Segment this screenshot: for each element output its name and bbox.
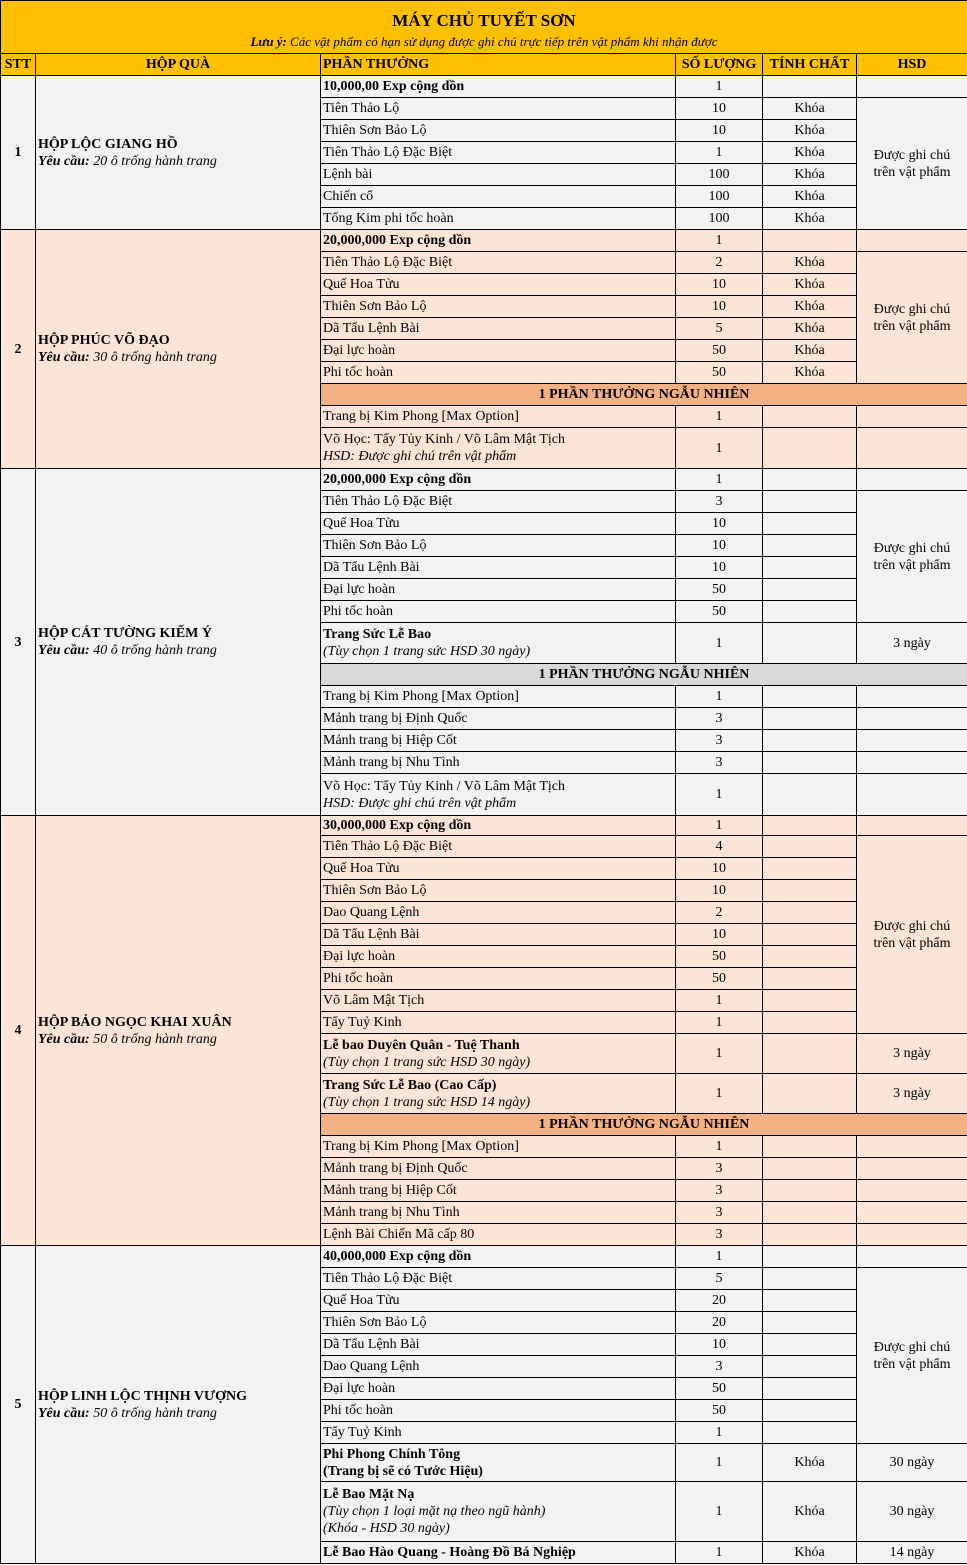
box-requirement: Yêu cầu: 50 ô trống hành trang [38, 1405, 217, 1421]
reward-item: Thiên Sơn Bảo Lộ [321, 296, 676, 318]
box-name: HỘP PHÚC VÕ ĐẠO [38, 333, 170, 348]
reward-hsd [857, 774, 967, 816]
reward-qty: 1 [676, 990, 763, 1012]
reward-qty: 10 [676, 120, 763, 142]
reward-qty: 50 [676, 579, 763, 601]
reward-qty: 1 [676, 1034, 763, 1074]
reward-prop [763, 1180, 857, 1202]
reward-item: Đại lực hoàn [321, 946, 676, 968]
reward-item: Phi tốc hoàn [321, 601, 676, 623]
table-row [1, 1246, 967, 1268]
reward-prop [763, 1422, 857, 1444]
reward-hsd [857, 730, 967, 752]
reward-item: Trang bị Kim Phong [Max Option] [321, 406, 676, 428]
reward-prop [763, 708, 857, 730]
reward-qty: 20 [676, 1312, 763, 1334]
table-row [1, 469, 967, 491]
reward-prop [763, 816, 857, 836]
reward-item: Trang Sức Lễ Bao (Cao Cấp) (Tùy chọn 1 trang sức HSD 14 ngày) [321, 1074, 676, 1114]
reward-qty: 1 [676, 428, 763, 469]
reward-hsd [857, 428, 967, 469]
reward-item: Quế Hoa Tửu [321, 274, 676, 296]
reward-prop [763, 880, 857, 902]
reward-hsd: 30 ngày [857, 1482, 967, 1542]
reward-item: Đại lực hoàn [321, 1378, 676, 1400]
reward-item: Quế Hoa Tửu [321, 858, 676, 880]
reward-item: Tiên Thảo Lộ [321, 98, 676, 120]
reward-qty: 50 [676, 601, 763, 623]
reward-prop [763, 902, 857, 924]
reward-item: Dao Quang Lệnh [321, 1356, 676, 1378]
reward-prop [763, 230, 857, 252]
reward-prop [763, 990, 857, 1012]
reward-qty: 10 [676, 98, 763, 120]
reward-prop [763, 1158, 857, 1180]
reward-qty: 50 [676, 340, 763, 362]
reward-prop [763, 858, 857, 880]
reward-prop: Khóa [763, 120, 857, 142]
reward-prop [763, 428, 857, 469]
reward-prop: Khóa [763, 1542, 857, 1564]
reward-qty: 50 [676, 946, 763, 968]
reward-qty: 1 [676, 1542, 763, 1564]
reward-item: Mảnh trang bị Định Quốc [321, 708, 676, 730]
reward-qty: 10 [676, 557, 763, 579]
reward-item: Tiên Thảo Lộ Đặc Biệt [321, 1268, 676, 1290]
box-stt: 3 [1, 469, 36, 816]
reward-qty: 10 [676, 274, 763, 296]
reward-qty: 1 [676, 1444, 763, 1482]
reward-item: Đại lực hoàn [321, 579, 676, 601]
reward-qty: 10 [676, 296, 763, 318]
reward-hsd [857, 686, 967, 708]
reward-prop [763, 1400, 857, 1422]
reward-item: Mảnh trang bị Hiệp Cốt [321, 1180, 676, 1202]
reward-qty: 1 [676, 230, 763, 252]
reward-item: Lệnh bài [321, 164, 676, 186]
note-text: Các vật phẩm có hạn sử dụng được ghi chú trực tiếp trên vật phẩm khi nhận được [290, 34, 718, 49]
reward-prop: Khóa [763, 164, 857, 186]
reward-qty: 3 [676, 730, 763, 752]
reward-qty: 10 [676, 1334, 763, 1356]
reward-qty: 1 [676, 816, 763, 836]
reward-item: Võ Lâm Mật Tịch [321, 990, 676, 1012]
column-header-row [1, 54, 967, 76]
box-cell [36, 1246, 321, 1564]
reward-qty: 1 [676, 142, 763, 164]
reward-hsd [857, 76, 967, 98]
reward-item: Lễ Bao Mặt Nạ (Tùy chọn 1 loại mặt nạ theo ngũ hành) (Khóa - HSD 30 ngày) [321, 1482, 676, 1542]
reward-item: Tiên Thảo Lộ Đặc Biệt [321, 491, 676, 513]
reward-prop [763, 1290, 857, 1312]
col-prop: TÍNH CHẤT [763, 54, 857, 76]
title-row [1, 1, 967, 54]
reward-prop: Khóa [763, 208, 857, 230]
reward-hsd: 14 ngày [857, 1542, 967, 1564]
reward-qty: 1 [676, 76, 763, 98]
box-stt: 2 [1, 230, 36, 469]
hsd-note: Được ghi chú trên vật phẩm [857, 1268, 967, 1444]
reward-item: Tẩy Tuỷ Kinh [321, 1012, 676, 1034]
reward-prop [763, 1034, 857, 1074]
col-qty: SỐ LƯỢNG [676, 54, 763, 76]
reward-item: Tiên Thảo Lộ Đặc Biệt [321, 836, 676, 858]
reward-item: 30,000,000 Exp cộng dồn [321, 816, 676, 836]
reward-qty: 100 [676, 164, 763, 186]
reward-qty: 1 [676, 774, 763, 816]
box-name: HỘP BẢO NGỌC KHAI XUÂN [38, 1014, 232, 1030]
box-cell [36, 816, 321, 1246]
reward-item: Dã Tẩu Lệnh Bài [321, 557, 676, 579]
random-reward-title: 1 PHẦN THƯỞNG NGẪU NHIÊN [321, 1114, 967, 1136]
reward-item: Tiên Thảo Lộ Đặc Biệt [321, 142, 676, 164]
reward-item: Võ Học: Tẩy Tủy Kinh / Võ Lâm Mật Tịch HSD: Được ghi chú trên vật phẩm [321, 428, 676, 469]
reward-prop [763, 1202, 857, 1224]
hsd-note: Được ghi chú trên vật phẩm [857, 491, 967, 623]
reward-prop: Khóa [763, 1482, 857, 1542]
reward-prop [763, 924, 857, 946]
reward-hsd [857, 1136, 967, 1158]
reward-qty: 10 [676, 858, 763, 880]
reward-item: Phi tốc hoàn [321, 968, 676, 990]
reward-item: Trang bị Kim Phong [Max Option] [321, 686, 676, 708]
reward-qty: 3 [676, 1356, 763, 1378]
reward-qty: 20 [676, 1290, 763, 1312]
reward-item: Dã Tẩu Lệnh Bài [321, 318, 676, 340]
reward-qty: 3 [676, 1158, 763, 1180]
reward-item: Thiên Sơn Bảo Lộ [321, 120, 676, 142]
reward-qty: 1 [676, 1246, 763, 1268]
reward-item: Mảnh trang bị Nhu Tình [321, 752, 676, 774]
box-requirement: Yêu cầu: 50 ô trống hành trang [38, 1031, 217, 1047]
reward-prop [763, 623, 857, 664]
reward-qty: 50 [676, 1400, 763, 1422]
reward-qty: 1 [676, 1074, 763, 1114]
hsd-note: Được ghi chú trên vật phẩm [857, 252, 967, 384]
reward-item: Thiên Sơn Bảo Lộ [321, 880, 676, 902]
reward-item: Quế Hoa Tửu [321, 1290, 676, 1312]
reward-qty: 2 [676, 902, 763, 924]
reward-item: 10,000,00 Exp cộng dồn [321, 76, 676, 98]
reward-prop [763, 1012, 857, 1034]
reward-item: Trang Sức Lễ Bao (Tùy chọn 1 trang sức HSD 30 ngày) [321, 623, 676, 664]
reward-qty: 3 [676, 1224, 763, 1246]
random-reward-title: 1 PHẦN THƯỞNG NGẪU NHIÊN [321, 664, 967, 686]
reward-hsd [857, 816, 967, 836]
box-stt: 1 [1, 76, 36, 230]
reward-hsd [857, 406, 967, 428]
reward-prop: Khóa [763, 274, 857, 296]
reward-prop [763, 1136, 857, 1158]
random-reward-title: 1 PHẦN THƯỞNG NGẪU NHIÊN [321, 384, 967, 406]
reward-prop [763, 1312, 857, 1334]
reward-prop [763, 1246, 857, 1268]
reward-prop: Khóa [763, 318, 857, 340]
reward-prop: Khóa [763, 362, 857, 384]
reward-prop [763, 469, 857, 491]
reward-hsd [857, 1202, 967, 1224]
col-stt: STT [1, 54, 36, 76]
reward-qty: 1 [676, 1422, 763, 1444]
reward-item: Chiến cổ [321, 186, 676, 208]
reward-prop [763, 491, 857, 513]
reward-item: Quế Hoa Tửu [321, 513, 676, 535]
hsd-note: Được ghi chú trên vật phẩm [857, 98, 967, 230]
reward-prop [763, 1334, 857, 1356]
reward-hsd [857, 230, 967, 252]
reward-prop [763, 535, 857, 557]
reward-qty: 5 [676, 318, 763, 340]
reward-hsd [857, 708, 967, 730]
reward-qty: 4 [676, 836, 763, 858]
box-cell [36, 469, 321, 816]
reward-hsd [857, 1158, 967, 1180]
col-reward: PHẦN THƯỞNG [321, 54, 676, 76]
reward-prop [763, 686, 857, 708]
reward-item: Dã Tẩu Lệnh Bài [321, 1334, 676, 1356]
reward-item: Dao Quang Lệnh [321, 902, 676, 924]
reward-prop: Khóa [763, 296, 857, 318]
reward-qty: 3 [676, 1180, 763, 1202]
reward-hsd [857, 1180, 967, 1202]
reward-qty: 1 [676, 623, 763, 664]
box-name: HỘP LINH LỘC THỊNH VƯỢNG [38, 1388, 247, 1404]
reward-item: Tẩy Tuỷ Kinh [321, 1422, 676, 1444]
reward-prop [763, 406, 857, 428]
reward-item: Lễ Bao Hào Quang - Hoàng Đồ Bá Nghiệp [321, 1542, 676, 1564]
hsd-note: Được ghi chú trên vật phẩm [857, 836, 967, 1034]
reward-prop [763, 557, 857, 579]
reward-item: Mảnh trang bị Định Quốc [321, 1158, 676, 1180]
reward-qty: 10 [676, 513, 763, 535]
page-title: MÁY CHỦ TUYẾT SƠN [392, 11, 576, 30]
reward-item: 40,000,000 Exp cộng dồn [321, 1246, 676, 1268]
box-stt: 5 [1, 1246, 36, 1564]
reward-qty: 50 [676, 362, 763, 384]
reward-qty: 1 [676, 1136, 763, 1158]
reward-prop [763, 1268, 857, 1290]
reward-qty: 10 [676, 535, 763, 557]
reward-prop [763, 1074, 857, 1114]
box-name: HỘP LỘC GIANG HỒ [38, 136, 178, 152]
reward-qty: 1 [676, 406, 763, 428]
reward-item: Mảnh trang bị Hiệp Cốt [321, 730, 676, 752]
title-cell [1, 1, 967, 54]
reward-item: Dã Tẩu Lệnh Bài [321, 924, 676, 946]
reward-item: Đại lực hoàn [321, 340, 676, 362]
title-note [3, 33, 965, 51]
reward-item: Võ Học: Tẩy Tủy Kinh / Võ Lâm Mật Tịch HSD: Được ghi chú trên vật phẩm [321, 774, 676, 816]
reward-item: Trang bị Kim Phong [Max Option] [321, 1136, 676, 1158]
table-row [1, 230, 967, 252]
reward-qty: 10 [676, 924, 763, 946]
reward-item: 20,000,000 Exp cộng dồn [321, 230, 676, 252]
reward-qty: 1 [676, 686, 763, 708]
reward-prop [763, 730, 857, 752]
reward-prop [763, 752, 857, 774]
reward-prop: Khóa [763, 142, 857, 164]
reward-qty: 3 [676, 708, 763, 730]
box-requirement: Yêu cầu: 30 ô trống hành trang [38, 350, 217, 365]
reward-prop [763, 513, 857, 535]
box-stt: 4 [1, 816, 36, 1246]
table-row [1, 816, 967, 836]
reward-item: Tiên Thảo Lộ Đặc Biệt [321, 252, 676, 274]
box-name: HỘP CÁT TƯỜNG KIẾM Ý [38, 626, 212, 641]
reward-qty: 3 [676, 752, 763, 774]
reward-item: Thiên Sơn Bảo Lộ [321, 1312, 676, 1334]
col-hsd: HSD [857, 54, 967, 76]
reward-qty: 3 [676, 491, 763, 513]
reward-prop [763, 774, 857, 816]
reward-qty: 50 [676, 968, 763, 990]
reward-item: Mảnh trang bị Nhu Tình [321, 1202, 676, 1224]
reward-hsd [857, 469, 967, 491]
reward-prop [763, 579, 857, 601]
reward-item: Lễ bao Duyên Quân - Tuệ Thanh (Tùy chọn 1 trang sức HSD 30 ngày) [321, 1034, 676, 1074]
reward-prop [763, 1378, 857, 1400]
box-cell [36, 76, 321, 230]
col-gift: HỘP QUÀ [36, 54, 321, 76]
reward-qty: 50 [676, 1378, 763, 1400]
reward-prop: Khóa [763, 252, 857, 274]
reward-qty: 1 [676, 1012, 763, 1034]
reward-prop: Khóa [763, 98, 857, 120]
reward-item: Phi tốc hoàn [321, 362, 676, 384]
note-label: Lưu ý: [250, 34, 287, 49]
reward-hsd [857, 1246, 967, 1268]
reward-hsd: 3 ngày [857, 1074, 967, 1114]
table-row [1, 76, 967, 98]
box-requirement: Yêu cầu: 20 ô trống hành trang [38, 153, 217, 169]
reward-prop: Khóa [763, 1444, 857, 1482]
box-cell [36, 230, 321, 469]
reward-prop [763, 601, 857, 623]
reward-hsd [857, 752, 967, 774]
reward-item: Phi tốc hoàn [321, 1400, 676, 1422]
reward-item: Phi Phong Chính Tông (Trang bị sẽ có Tước Hiệu) [321, 1444, 676, 1482]
reward-item: 20,000,000 Exp cộng dồn [321, 469, 676, 491]
reward-qty: 3 [676, 1202, 763, 1224]
reward-qty: 1 [676, 469, 763, 491]
reward-qty: 100 [676, 186, 763, 208]
reward-hsd: 3 ngày [857, 623, 967, 664]
reward-prop: Khóa [763, 340, 857, 362]
reward-hsd: 30 ngày [857, 1444, 967, 1482]
reward-item: Tống Kim phi tốc hoàn [321, 208, 676, 230]
reward-prop [763, 76, 857, 98]
reward-qty: 100 [676, 208, 763, 230]
box-requirement: Yêu cầu: 40 ô trống hành trang [38, 643, 217, 658]
reward-hsd: 3 ngày [857, 1034, 967, 1074]
reward-hsd [857, 1224, 967, 1246]
reward-qty: 1 [676, 1482, 763, 1542]
reward-item: Thiên Sơn Bảo Lộ [321, 535, 676, 557]
reward-qty: 2 [676, 252, 763, 274]
reward-item: Lệnh Bài Chiến Mã cấp 80 [321, 1224, 676, 1246]
reward-prop [763, 946, 857, 968]
reward-prop [763, 1224, 857, 1246]
reward-prop [763, 836, 857, 858]
reward-qty: 5 [676, 1268, 763, 1290]
reward-prop: Khóa [763, 186, 857, 208]
reward-qty: 10 [676, 880, 763, 902]
reward-prop [763, 968, 857, 990]
reward-prop [763, 1356, 857, 1378]
